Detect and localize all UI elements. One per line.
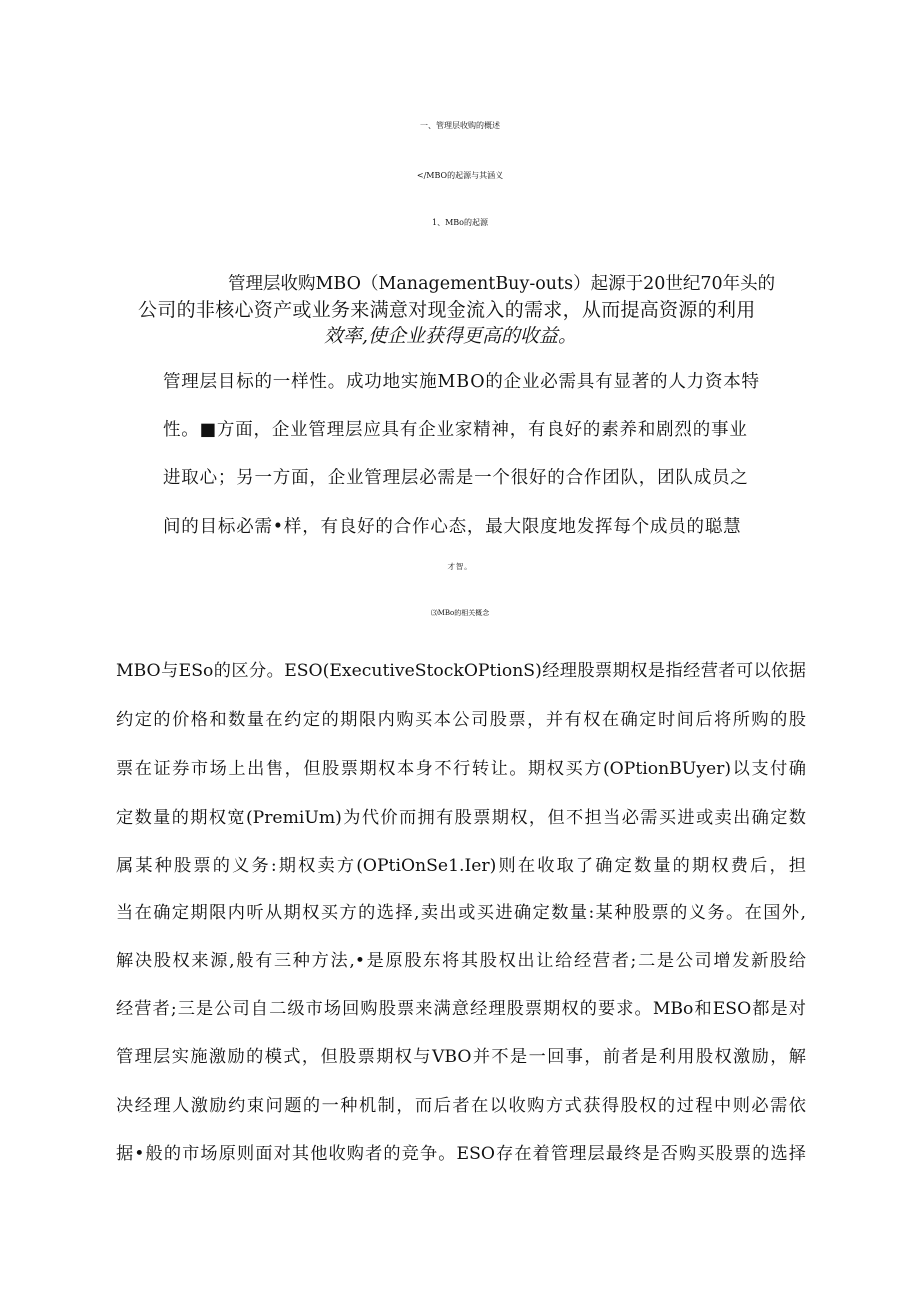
section-heading: 一、管理层收购的概述 — [420, 121, 500, 130]
paragraph-line: 间的目标必需•样，有良好的合作心态，最大限度地发挥每个成员的聪慧 — [163, 517, 742, 537]
paragraph-line: 公司的非核心资产或业务来满意对现金流入的需求，从而提高资源的利用 — [138, 299, 756, 321]
paragraph-line: 解决股权来源,般有三种方法,•是原股东将其股权出让给经营者;二是公司增发新股给 — [116, 951, 806, 971]
paragraph-line: 定数量的期权宽(PremiUm)为代价而拥有股票期权，但不担当必需买进或卖出确定数 — [116, 808, 806, 828]
paragraph-line: 性。■方面，企业管理层应具有企业家精神，有良好的素养和剧烈的事业 — [163, 420, 748, 440]
subsubsection-heading: 1、MBo的起源 — [432, 218, 488, 227]
paragraph-line: 管理层收购MBO（ManagementBuy-outs）起源于20世纪70年头的 — [228, 274, 776, 294]
paragraph-line: 才智。 — [447, 562, 473, 571]
paragraph-line: 当在确定期限内听从期权买方的选择,卖出或买进确定数量:某种股票的义务。在国外, — [116, 903, 806, 923]
paragraph-line: 效率,使企业获得更高的收益。 — [324, 325, 578, 347]
paragraph-line: 决经理人激励约束问题的一种机制，而后者在以收购方式获得股权的过程中则必需依 — [116, 1096, 806, 1116]
subsection-heading-related-concepts: ⑶MBo的相关概念 — [430, 609, 490, 617]
paragraph-line: 经营者;三是公司自二级市场回购股票来满意经理股票期权的要求。MBo和ESO都是对 — [116, 999, 806, 1019]
subsection-heading: </MBO的起源与其涵义 — [416, 171, 504, 180]
paragraph-line: 管理层实施激励的模式，但股票期权与VBO并不是一回事，前者是利用股权激励，解 — [116, 1047, 806, 1067]
paragraph-line: 进取心；另一方面，企业管理层必需是一个很好的合作团队，团队成员之 — [163, 468, 749, 488]
paragraph-line: MBO与ESo的区分。ESO(ExecutiveStockOPtionS)经理股票期权是指经营者可以依据 — [116, 661, 806, 681]
paragraph-line: 管理层目标的一样性。成功地实施MBO的企业必需具有显著的人力资本特 — [163, 372, 760, 392]
paragraph-line: 属某种股票的义务:期权卖方(OPtiOnSe1.Ier)则在收取了确定数量的期权费后，担 — [116, 856, 806, 876]
paragraph-line: 票在证券市场上出售，但股票期权本身不行转让。期权买方(OPtionBUyer)以支付确 — [116, 759, 806, 779]
paragraph-line: 约定的价格和数量在约定的期限内购买本公司股票，并有权在确定时间后将所购的股 — [116, 710, 806, 730]
paragraph-line: 据•般的市场原则面对其他收购者的竞争。ESO存在着管理层最终是否购买股票的选择 — [116, 1144, 806, 1164]
